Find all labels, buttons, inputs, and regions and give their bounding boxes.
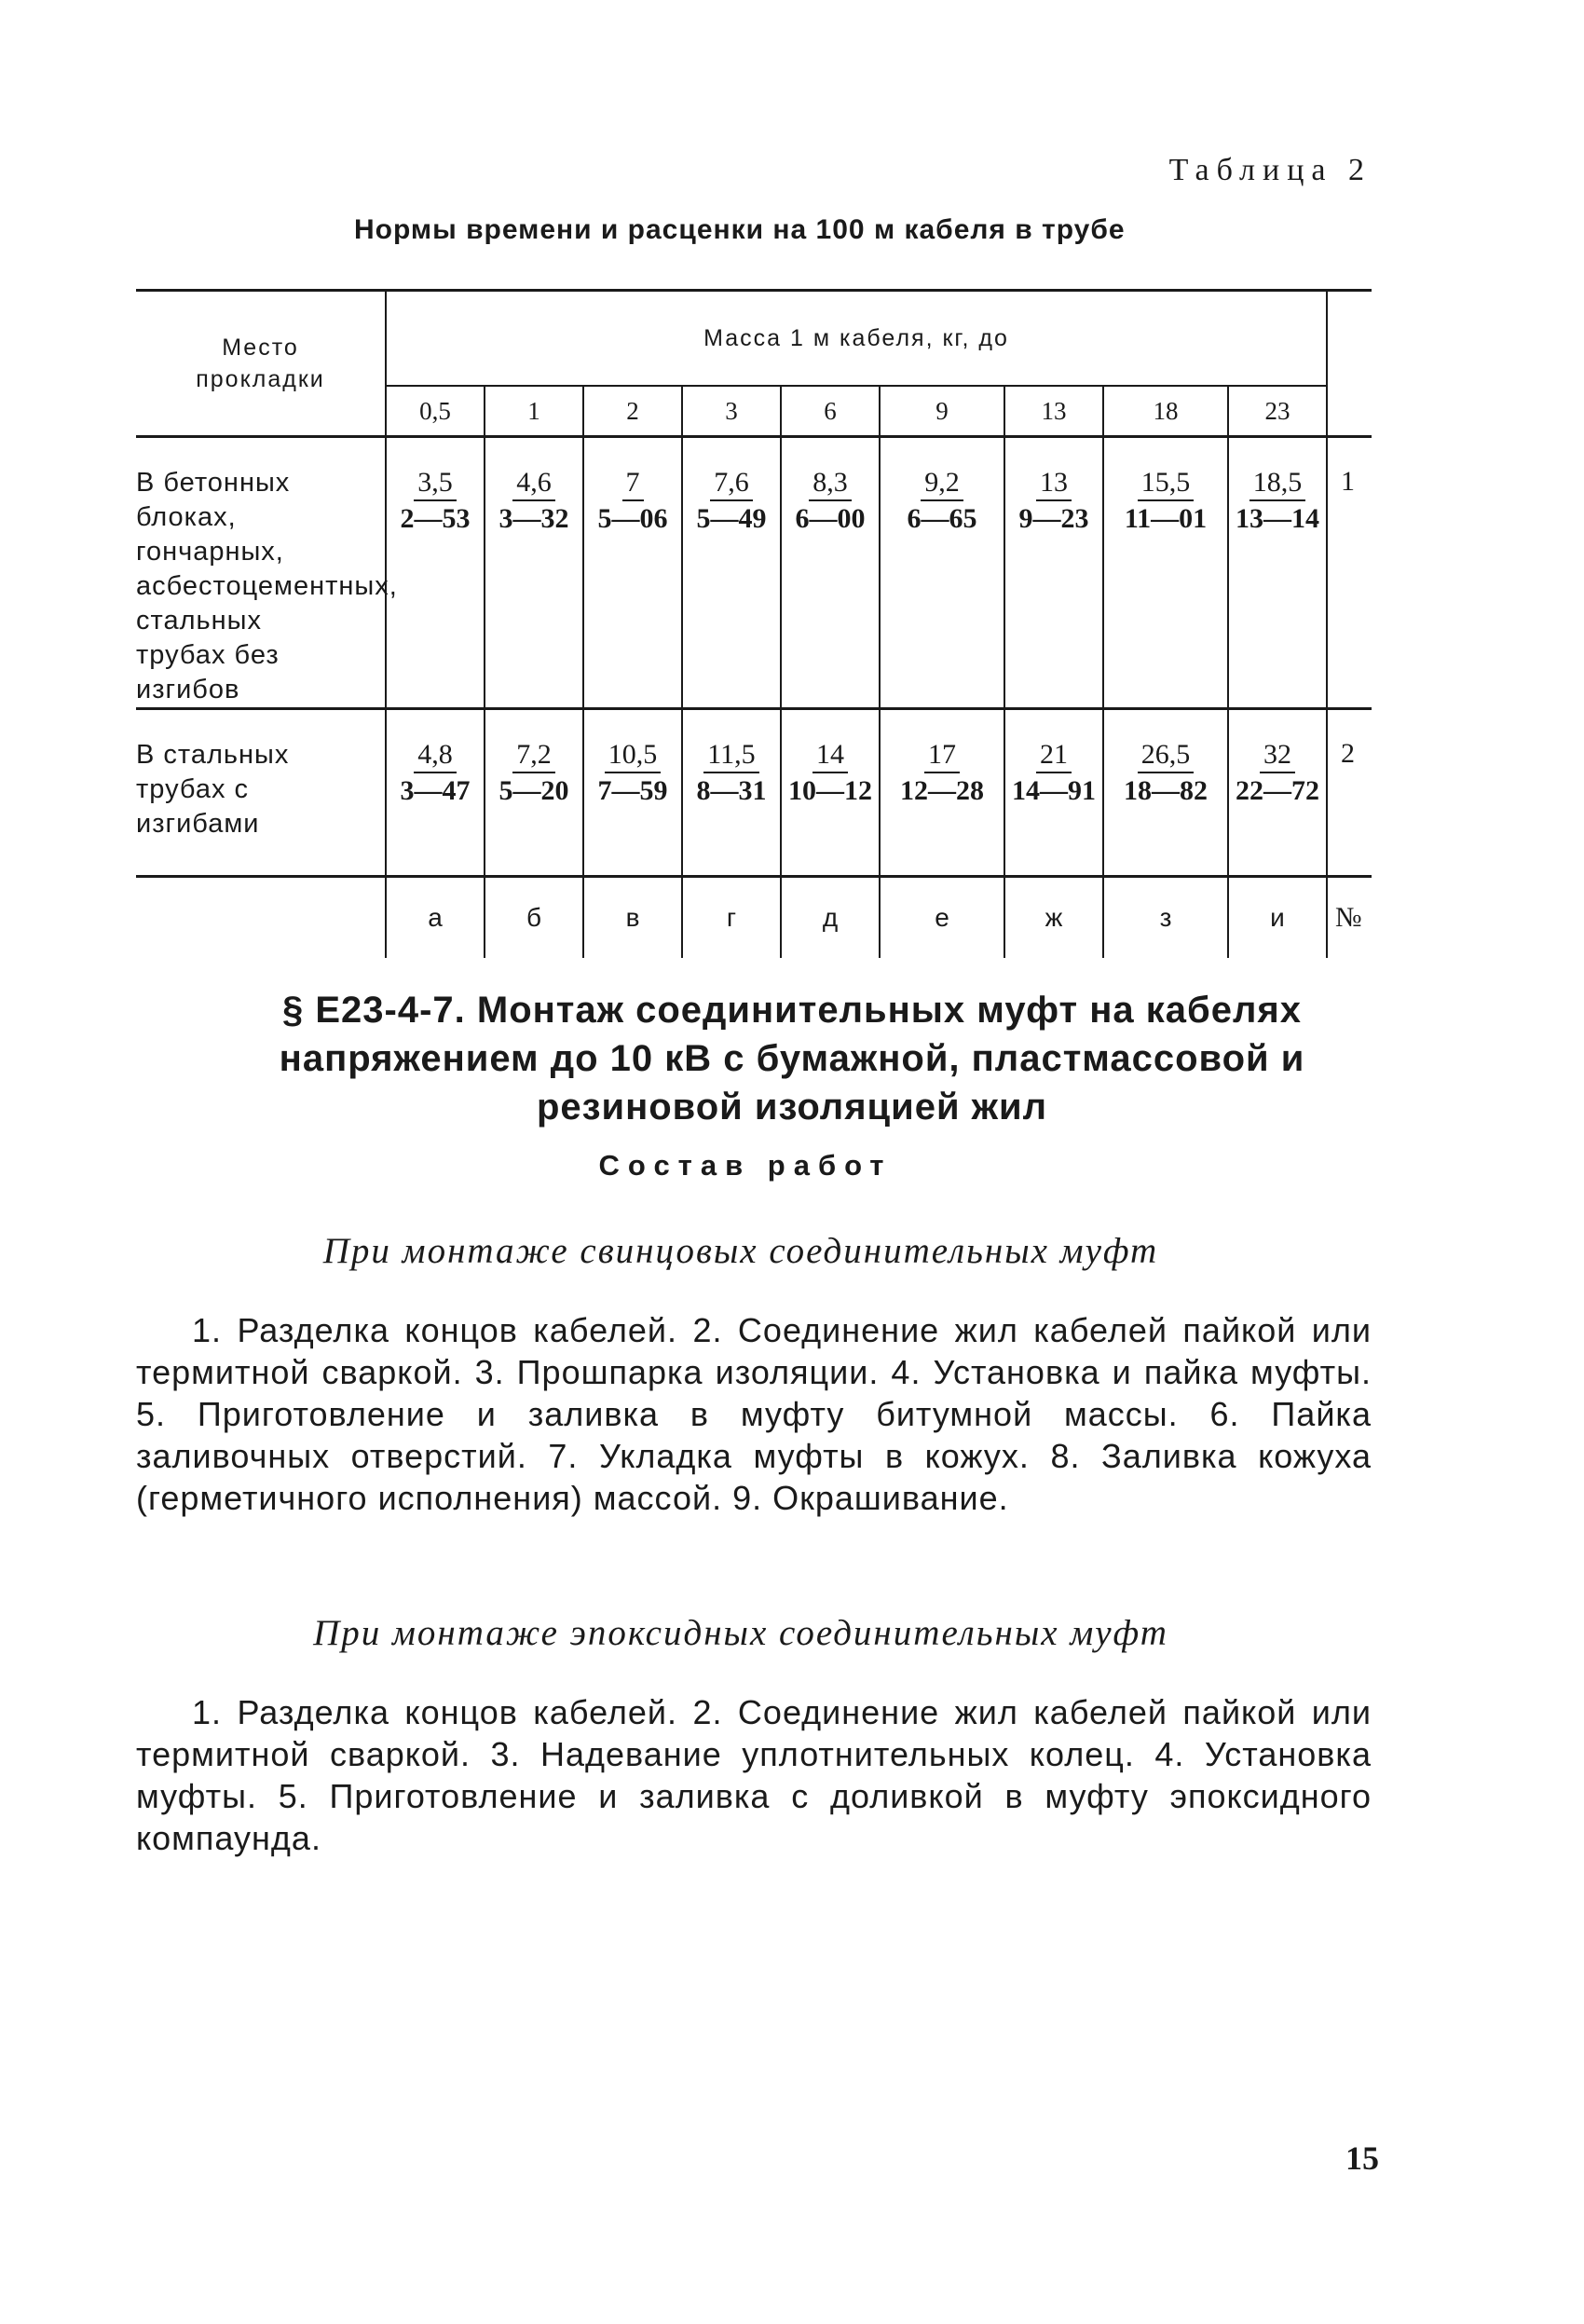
norm-cell bbox=[1228, 709, 1327, 877]
time-norm: 10,5 bbox=[605, 738, 662, 773]
norm-cell bbox=[880, 709, 1004, 877]
column-code: и bbox=[1228, 877, 1327, 959]
column-code: в bbox=[583, 877, 682, 959]
time-norm: 7,6 bbox=[710, 466, 753, 501]
mass-value: 2 bbox=[583, 386, 682, 437]
rate: 2—53 bbox=[400, 503, 471, 534]
table-label: Таблица 2 bbox=[1168, 153, 1372, 187]
mass-value: 9 bbox=[880, 386, 1004, 437]
rate: 5—06 bbox=[597, 503, 668, 534]
column-code: ж bbox=[1004, 877, 1103, 959]
time-norm: 14 bbox=[812, 738, 848, 773]
section-title-line: напряжением до 10 кВ с бумажной, пластмассовой и bbox=[279, 1038, 1305, 1079]
mass-value: 0,5 bbox=[386, 386, 485, 437]
time-norm: 4,6 bbox=[512, 466, 555, 501]
norm-cell bbox=[386, 437, 485, 709]
rate: 5—49 bbox=[696, 503, 767, 534]
rate: 18—82 bbox=[1124, 775, 1208, 806]
column-code: е bbox=[880, 877, 1004, 959]
time-norm: 32 bbox=[1260, 738, 1295, 773]
column-code: з bbox=[1103, 877, 1228, 959]
time-norm: 8,3 bbox=[809, 466, 852, 501]
epoxy-steps: 1. Разделка концов кабелей. 2. Соединение жил кабелей пайкой или термитной сваркой. 3. Надевание уплотнительных колец. 4. Установка муфты. 5. Приготовление и заливка с доливкой в муфту эпоксидного компаунда. bbox=[136, 1693, 1372, 1857]
table-row bbox=[136, 437, 1372, 709]
row-number: 1 bbox=[1327, 437, 1372, 709]
norms-table bbox=[136, 289, 1372, 958]
section-title bbox=[168, 986, 1416, 1131]
column-code: а bbox=[386, 877, 485, 959]
mass-value: 18 bbox=[1103, 386, 1228, 437]
norm-cell bbox=[583, 709, 682, 877]
time-norm: 9,2 bbox=[921, 466, 963, 501]
norm-cell bbox=[781, 709, 880, 877]
rate: 7—59 bbox=[597, 775, 668, 806]
time-norm: 7,2 bbox=[512, 738, 555, 773]
rate: 11—01 bbox=[1124, 503, 1208, 534]
mass-value: 3 bbox=[682, 386, 781, 437]
row-number: 2 bbox=[1327, 709, 1372, 877]
number-column-header bbox=[1327, 292, 1372, 437]
column-code: г bbox=[682, 877, 781, 959]
norm-cell bbox=[1228, 437, 1327, 709]
rate: 8—31 bbox=[696, 775, 767, 806]
time-norm: 26,5 bbox=[1138, 738, 1195, 773]
table-header-row bbox=[136, 292, 1372, 386]
norm-cell bbox=[880, 437, 1004, 709]
time-norm: 17 bbox=[924, 738, 960, 773]
time-norm: 7 bbox=[622, 466, 644, 501]
column-code: б bbox=[485, 877, 583, 959]
mass-value: 6 bbox=[781, 386, 880, 437]
composition-heading: Состав работ bbox=[598, 1149, 893, 1182]
norm-cell bbox=[682, 709, 781, 877]
table-row bbox=[136, 709, 1372, 877]
norm-cell bbox=[1103, 437, 1228, 709]
time-norm: 21 bbox=[1036, 738, 1072, 773]
time-norm: 4,8 bbox=[414, 738, 457, 773]
time-norm: 3,5 bbox=[414, 466, 457, 501]
column-code: д bbox=[781, 877, 880, 959]
place-cell: В стальных трубах с изгибами bbox=[136, 709, 386, 877]
norm-cell bbox=[1103, 709, 1228, 877]
norm-cell bbox=[1004, 709, 1103, 877]
rate: 22—72 bbox=[1236, 775, 1319, 806]
section-title-line: § Е23-4-7. Монтаж соединительных муфт на кабелях bbox=[282, 990, 1302, 1031]
time-norm: 15,5 bbox=[1138, 466, 1195, 501]
norm-cell bbox=[583, 437, 682, 709]
number-sign: № bbox=[1335, 902, 1362, 933]
rate: 6—00 bbox=[795, 503, 866, 534]
code-blank-cell bbox=[136, 877, 386, 959]
norm-cell bbox=[485, 709, 583, 877]
norm-cell bbox=[781, 437, 880, 709]
mass-value: 23 bbox=[1228, 386, 1327, 437]
rate: 10—12 bbox=[788, 775, 872, 806]
norm-cell bbox=[386, 709, 485, 877]
norm-cell bbox=[485, 437, 583, 709]
epoxy-subheading: При монтаже эпоксидных соединительных муфт bbox=[313, 1613, 1168, 1653]
mass-value: 13 bbox=[1004, 386, 1103, 437]
time-norm: 13 bbox=[1036, 466, 1072, 501]
mass-value: 1 bbox=[485, 386, 583, 437]
table-title: Нормы времени и расценки на 100 м кабеля в трубе bbox=[354, 214, 1126, 245]
rate: 12—28 bbox=[900, 775, 984, 806]
lead-subheading: При монтаже свинцовых соединительных муфт bbox=[322, 1231, 1159, 1271]
lead-steps: 1. Разделка концов кабелей. 2. Соединение жил кабелей пайкой или термитной сваркой. 3. Прошпарка изоляции. 4. Установка и пайка муфты. 5. Приготовление и заливка в муфту битумной массы. 6. Пайка заливочных отверстий. 7. Укладка муфты в кожух. 8. Заливка кожуха (герметичного исполнения) массой. 9. Окрашивание. bbox=[136, 1311, 1372, 1517]
mass-header: Масса 1 м кабеля, кг, до bbox=[386, 292, 1327, 386]
rate: 3—32 bbox=[498, 503, 569, 534]
place-cell: В бетонных блоках, гончарных, асбестоцементных, стальных трубах без изгибов bbox=[136, 437, 386, 709]
page-number: 15 bbox=[1345, 2139, 1379, 2177]
time-norm: 18,5 bbox=[1249, 466, 1306, 501]
column-codes-row bbox=[136, 877, 1372, 959]
rate: 5—20 bbox=[498, 775, 569, 806]
norm-cell bbox=[1004, 437, 1103, 709]
rate: 14—91 bbox=[1012, 775, 1096, 806]
place-header: Место прокладки bbox=[136, 292, 386, 437]
rate: 13—14 bbox=[1236, 503, 1319, 534]
section-title-line: резиновой изоляцией жил bbox=[536, 1087, 1048, 1128]
rate: 3—47 bbox=[400, 775, 471, 806]
rate: 6—65 bbox=[907, 503, 977, 534]
time-norm: 11,5 bbox=[703, 738, 758, 773]
rate: 9—23 bbox=[1018, 503, 1089, 534]
norm-cell bbox=[682, 437, 781, 709]
